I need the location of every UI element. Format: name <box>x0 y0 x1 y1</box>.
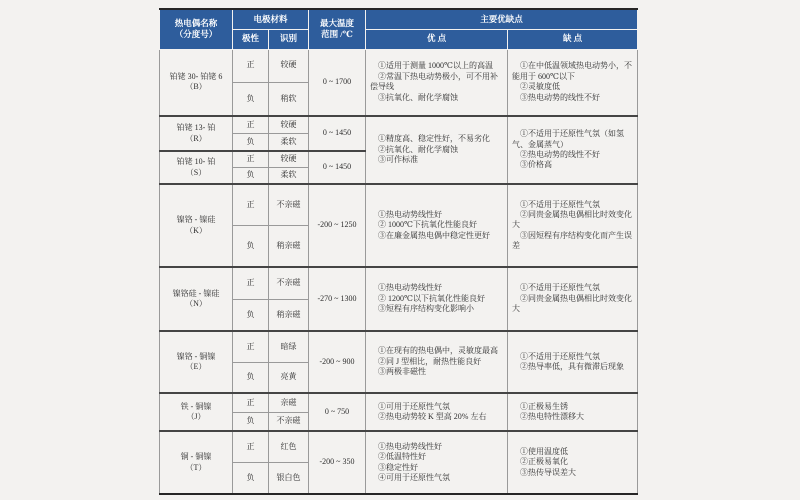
pros-item: ①在现有的热电偶中，灵敏度最高 <box>378 346 499 356</box>
pros-item: ③短程有序结构变化影响小 <box>378 304 475 314</box>
cell-identification-negative: 柔软 <box>269 133 309 151</box>
cell-temp-range-E: -200 ~ 900 <box>309 331 366 393</box>
name-line: 镍铬 - 铜镍 <box>176 351 216 361</box>
name-line: 铁 - 铜镍 <box>180 401 212 411</box>
cons-item: ②热电动势的线性不好 <box>520 150 601 159</box>
pros-item: ①热电动势线性好 <box>378 209 443 219</box>
cell-identification-positive: 较硬 <box>269 49 309 82</box>
cell-polarity-negative: 负 <box>233 299 269 331</box>
cell-polarity-positive: 正 <box>233 151 269 167</box>
cell-cons-N <box>508 267 638 331</box>
cell-identification-positive: 红色 <box>269 431 309 462</box>
pros-item: ③可作标准 <box>378 155 419 165</box>
pros-item: ①适用于测量 1000℃以上的高温 <box>378 61 493 71</box>
pros-item: ③稳定性好 <box>378 462 419 472</box>
cons-item: ①不适用于还原性气氛 <box>520 283 601 293</box>
cell-pros-E <box>366 331 508 393</box>
name-line: 铂铑 13- 铂 <box>176 123 216 133</box>
cell-pros-T <box>366 431 508 494</box>
cell-identification-negative: 柔软 <box>269 167 309 184</box>
cell-polarity-negative: 负 <box>233 362 269 393</box>
cons-item: ①在中低温领域热电动势小，不能用于 600℃以下 <box>512 61 633 81</box>
cell-polarity-negative: 负 <box>233 225 269 267</box>
cell-polarity-positive: 正 <box>233 49 269 82</box>
cell-name-K <box>160 184 233 267</box>
cell-identification-negative: 不亲磁 <box>269 412 309 431</box>
header-name-line1: 热电偶名称 <box>174 17 218 28</box>
cell-identification-negative: 稍亲磁 <box>269 225 309 267</box>
cell-polarity-positive: 正 <box>233 184 269 225</box>
cell-cons-T <box>508 431 638 494</box>
cons-item: ①不适用于还原性气氛 <box>520 351 601 361</box>
pros-item: ③两极非磁性 <box>378 367 427 377</box>
pros-item: ③抗氧化、耐化学腐蚀 <box>378 92 459 102</box>
cons-item: ①不适用于还原性气氛 <box>520 199 601 209</box>
cell-identification-positive: 亲磁 <box>269 393 309 412</box>
cell-identification-positive: 不亲磁 <box>269 184 309 225</box>
cons-item: ②正极易氧化 <box>520 457 569 467</box>
header-temp-line1: 最大温度 <box>320 17 355 28</box>
cell-identification-negative: 亮黄 <box>269 362 309 393</box>
cell-name-N <box>160 267 233 331</box>
cons-item: ②灵敏度低 <box>520 82 561 92</box>
name-line: （B） <box>185 82 207 92</box>
cons-item: ①正极易生锈 <box>520 401 569 411</box>
cell-identification-positive: 暗绿 <box>269 331 309 362</box>
cell-temp-range-S: 0 ~ 1450 <box>309 151 366 184</box>
cons-item: ②热导率低，具有微滞后现象 <box>520 362 625 371</box>
pros-item: ③在廉金属热电偶中稳定性更好 <box>378 230 491 240</box>
cons-item: ③因短程有序结构变化而产生误差 <box>512 230 633 251</box>
cell-polarity-positive: 正 <box>233 267 269 299</box>
header-cons: 缺 点 <box>508 29 638 49</box>
header-pros: 优 点 <box>366 29 508 49</box>
cell-temp-range-K: -200 ~ 1250 <box>309 184 366 267</box>
cell-polarity-negative: 负 <box>233 133 269 151</box>
table-header <box>160 9 638 49</box>
pros-item: ②热电动势较 K 型高 20% 左右 <box>378 412 487 421</box>
cell-pros-K <box>366 184 508 267</box>
cell-polarity-positive: 正 <box>233 393 269 412</box>
header-temp-range <box>309 9 366 49</box>
cons-item: ②热电特性漂移大 <box>520 412 585 421</box>
pros-item: ④可用于还原性气氛 <box>378 472 451 482</box>
cell-identification-positive: 不亲磁 <box>269 267 309 299</box>
cell-polarity-negative: 负 <box>233 82 269 116</box>
name-line: （K） <box>185 225 207 235</box>
cell-cons-B <box>508 49 638 116</box>
cell-pros-B <box>366 49 508 116</box>
pros-item: ②低温特性好 <box>378 452 427 462</box>
cell-name-S <box>160 151 233 184</box>
header-name <box>160 9 233 49</box>
cell-name-T <box>160 431 233 494</box>
header-name-line2: （分度号） <box>174 29 218 40</box>
cell-pros-RS <box>366 116 508 184</box>
header-electrode-material: 电极材料 <box>233 9 309 29</box>
name-line: 镍铬硅 - 镍硅 <box>172 288 220 298</box>
pros-item: ②常温下热电动势极小，可不用补偿导线 <box>370 71 499 92</box>
header-polarity: 极性 <box>233 29 269 49</box>
name-line: 铂铑 10- 铂 <box>176 157 216 167</box>
header-identification: 识别 <box>269 29 309 49</box>
cons-item: ②同贵金属热电偶相比时效变化大 <box>512 209 633 230</box>
pros-item: ② 1200℃以下抗氧化性能良好 <box>378 293 485 303</box>
cell-temp-range-T: -200 ~ 350 <box>309 431 366 494</box>
pros-item: ②同 J 型相比，耐热性能良好 <box>378 356 482 366</box>
cell-identification-positive: 较硬 <box>269 116 309 133</box>
cell-polarity-positive: 正 <box>233 431 269 462</box>
cell-temp-range-R: 0 ~ 1450 <box>309 116 366 151</box>
cell-cons-RS <box>508 116 638 184</box>
name-line: 镍铬 - 镍硅 <box>176 215 216 225</box>
pros-item: ①精度高、稳定性好，不易劣化 <box>378 134 491 144</box>
cell-name-E <box>160 331 233 393</box>
cell-identification-negative: 稍亲磁 <box>269 299 309 331</box>
cell-name-J <box>160 393 233 431</box>
pros-item: ②抗氧化、耐化学腐蚀 <box>378 144 459 154</box>
cons-item: ③价格高 <box>520 160 553 170</box>
name-line: 铜 - 铜镍 <box>180 452 212 462</box>
name-line: 铂铑 30- 铂铑 6 <box>169 71 223 81</box>
cons-item: ①不适用于还原性气氛（如氢气、金属蒸气） <box>512 129 625 149</box>
pros-item: ①热电动势线性好 <box>378 441 443 451</box>
cell-name-B <box>160 49 233 116</box>
name-line: （T） <box>185 462 207 472</box>
pros-item: ② 1000℃下抗氧化性能良好 <box>378 220 477 230</box>
cell-pros-N <box>366 267 508 331</box>
cell-temp-range-B: 0 ~ 1700 <box>309 49 366 116</box>
cell-polarity-positive: 正 <box>233 331 269 362</box>
cell-name-R <box>160 116 233 151</box>
cell-cons-K <box>508 184 638 267</box>
cell-cons-E <box>508 331 638 393</box>
cell-cons-J <box>508 393 638 431</box>
name-line: （J） <box>186 412 206 421</box>
thermocouple-table <box>159 8 638 495</box>
cell-polarity-negative: 负 <box>233 462 269 494</box>
cons-item: ③热传导误差大 <box>520 467 577 477</box>
header-pros-cons: 主要优缺点 <box>366 9 638 29</box>
cell-pros-J <box>366 393 508 431</box>
header-temp-line2: 范围 /℃ <box>321 29 353 40</box>
cons-item: ③热电动势的线性不好 <box>520 92 601 102</box>
name-line: （S） <box>185 167 207 177</box>
cell-identification-positive: 较硬 <box>269 151 309 167</box>
cons-item: ②同贵金属热电偶相比时效变化大 <box>512 293 633 314</box>
cell-temp-range-N: -270 ~ 1300 <box>309 267 366 331</box>
cell-temp-range-J: 0 ~ 750 <box>309 393 366 431</box>
pros-item: ①热电动势线性好 <box>378 283 443 293</box>
cell-identification-negative: 稍软 <box>269 82 309 116</box>
cell-polarity-negative: 负 <box>233 412 269 431</box>
name-line: （E） <box>185 362 207 371</box>
cell-identification-negative: 银白色 <box>269 462 309 494</box>
cons-item: ①使用温度低 <box>520 446 569 456</box>
cell-polarity-negative: 负 <box>233 167 269 184</box>
cell-polarity-positive: 正 <box>233 116 269 133</box>
name-line: （R） <box>185 133 207 143</box>
pros-item: ①可用于还原性气氛 <box>378 401 451 411</box>
name-line: （N） <box>185 299 207 308</box>
